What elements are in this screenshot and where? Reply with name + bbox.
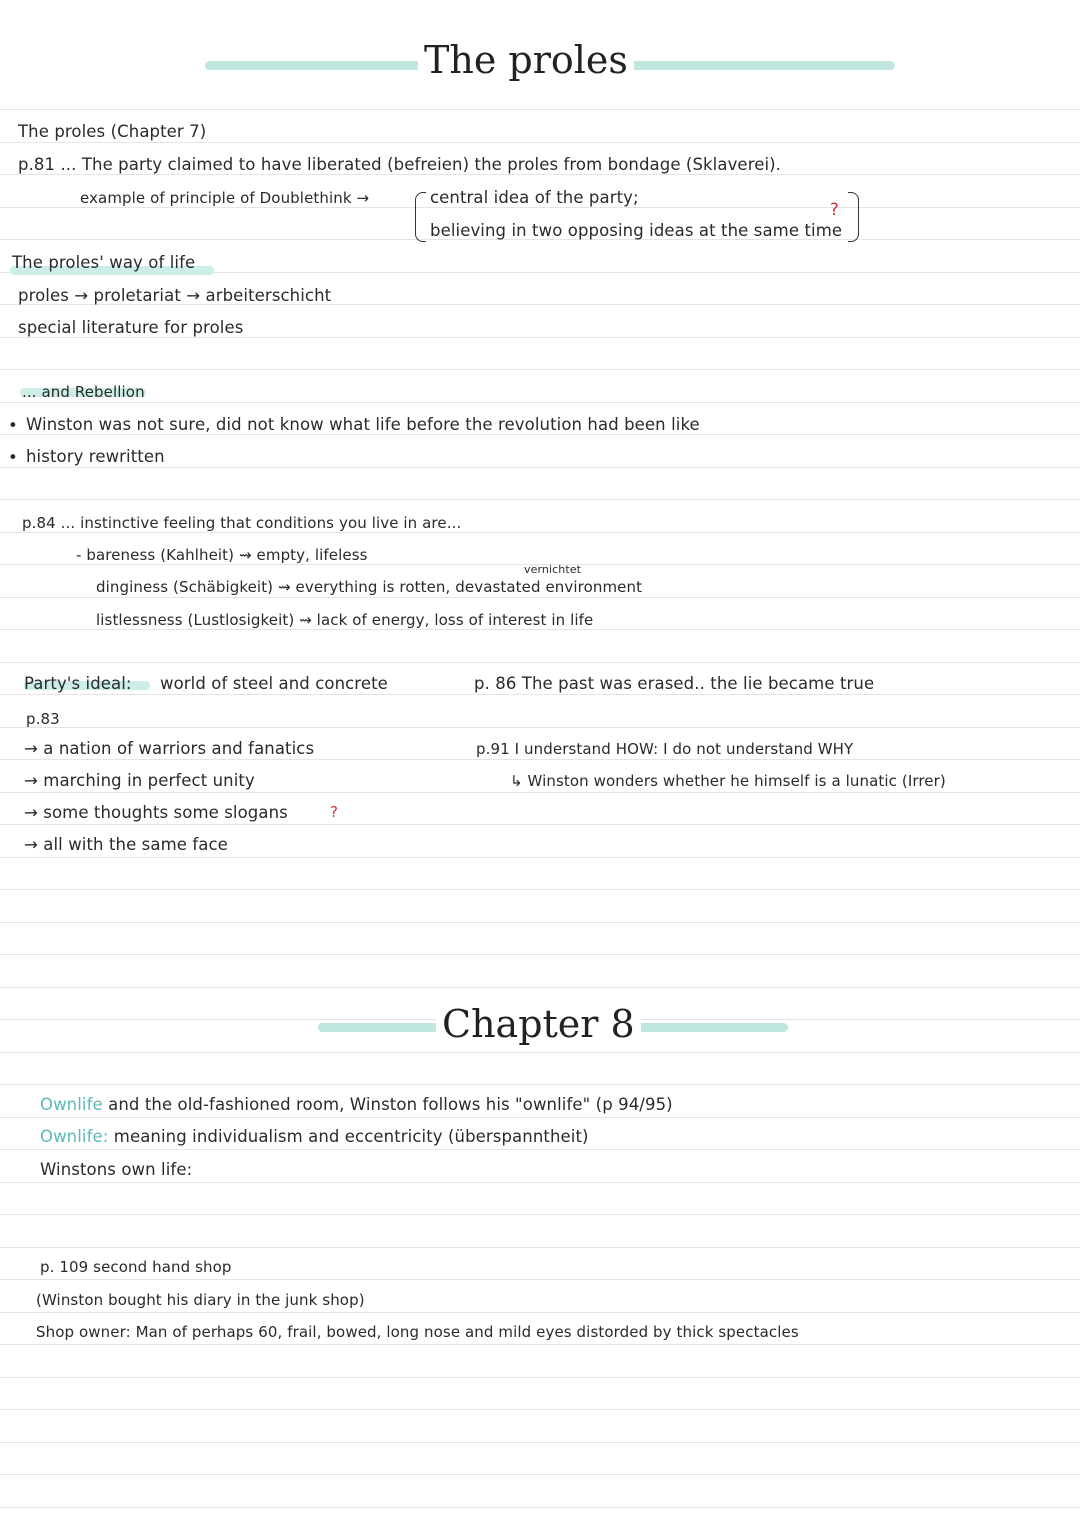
list-item: → all with the same face <box>24 835 228 854</box>
ownlife-term: Ownlife: <box>40 1127 109 1146</box>
list-item: → a nation of warriors and fanatics <box>24 739 315 758</box>
annotation-note: vernichtet <box>524 563 582 576</box>
ruled-line <box>0 954 1080 955</box>
text-line: proles → proletariat → arbeiterschicht <box>18 286 332 305</box>
ruled-line <box>0 1084 1080 1085</box>
section-heading-way-of-life: The proles' way of life <box>12 253 196 272</box>
ruled-line <box>0 1182 1080 1183</box>
list-item: → some thoughts some slogans <box>24 803 288 822</box>
text-line: - bareness (Kahlheit) ⇝ empty, lifeless <box>76 546 368 564</box>
ruled-line <box>0 597 1080 598</box>
text-line: p.84 ... instinctive feeling that conditions you live in are... <box>22 514 462 532</box>
section-heading-rebellion: ... and Rebellion <box>22 383 145 401</box>
ruled-line <box>0 792 1080 793</box>
close-bracket <box>848 192 859 242</box>
question-mark: ? <box>330 803 339 821</box>
ruled-line <box>0 1377 1080 1378</box>
text-line: believing in two opposing ideas at the same time <box>430 221 843 240</box>
ruled-line <box>0 1312 1080 1313</box>
ruled-line <box>0 1149 1080 1150</box>
text-line: ↳ Winston wonders whether he himself is a lunatic (Irrer) <box>510 772 946 790</box>
ruled-line <box>0 857 1080 858</box>
text-line: listlessness (Lustlosigkeit) ⇝ lack of energy, loss of interest in life <box>96 611 594 629</box>
question-mark: ? <box>830 200 839 219</box>
ruled-line <box>0 142 1080 143</box>
ruled-line <box>0 467 1080 468</box>
ruled-line <box>0 1344 1080 1345</box>
text-line: example of principle of Doublethink → <box>80 189 370 207</box>
ruled-line <box>0 824 1080 825</box>
text-line: p. 86 The past was erased.. the lie became true <box>474 674 875 693</box>
ruled-line <box>0 759 1080 760</box>
ruled-line <box>0 1247 1080 1248</box>
text-line: special literature for proles <box>18 318 244 337</box>
bullet-dot: • <box>8 448 18 467</box>
text-segment: meaning individualism and eccentricity (überspanntheit) <box>113 1127 589 1146</box>
page-reference: p.83 <box>26 710 60 728</box>
ruled-line <box>0 694 1080 695</box>
ruled-line <box>0 1474 1080 1475</box>
ruled-line <box>0 109 1080 110</box>
text-line: Winstons own life: <box>40 1160 193 1179</box>
ruled-line <box>0 1279 1080 1280</box>
ruled-line <box>0 1507 1080 1508</box>
ruled-line <box>0 987 1080 988</box>
ruled-line <box>0 369 1080 370</box>
text-line-ownlife-meaning <box>40 1127 589 1147</box>
ownlife-term: Ownlife <box>40 1095 103 1114</box>
list-item: Winston was not sure, did not know what life before the revolution had been like <box>26 415 700 434</box>
open-bracket <box>415 192 426 242</box>
ruled-line <box>0 922 1080 923</box>
bullet-dot: • <box>8 416 18 435</box>
ruled-line <box>0 1052 1080 1053</box>
section-heading-chapter7: The proles (Chapter 7) <box>18 122 207 141</box>
text-line: p.81 ... The party claimed to have liberated (befreien) the proles from bondage (Sklaverei). <box>18 155 782 174</box>
ruled-line <box>0 889 1080 890</box>
text-line: (Winston bought his diary in the junk shop) <box>36 1291 365 1309</box>
section-heading-partys-ideal: Party's ideal: <box>24 674 132 693</box>
page-title: The proles <box>418 38 634 82</box>
text-line: p. 109 second hand shop <box>40 1258 232 1276</box>
text-segment: and the old-fashioned room, Winston follows his "ownlife" (p 94/95) <box>108 1095 673 1114</box>
ruled-line <box>0 402 1080 403</box>
ruled-line <box>0 662 1080 663</box>
text-line: Shop owner: Man of perhaps 60, frail, bowed, long nose and mild eyes distorded by thick spectacles <box>36 1323 799 1341</box>
text-line: dinginess (Schäbigkeit) ⇝ everything is rotten, devastated environment <box>96 578 643 596</box>
text-line: p.91 I understand HOW: I do not understand WHY <box>476 740 854 758</box>
list-item: → marching in perfect unity <box>24 771 255 790</box>
ruled-line <box>0 1442 1080 1443</box>
ruled-line <box>0 1409 1080 1410</box>
chapter8-title: Chapter 8 <box>436 1002 641 1046</box>
ruled-line <box>0 499 1080 500</box>
ruled-line <box>0 1117 1080 1118</box>
ruled-line <box>0 727 1080 728</box>
text-line: central idea of the party; <box>430 188 639 207</box>
text-line: world of steel and concrete <box>160 674 388 693</box>
ruled-line <box>0 1214 1080 1215</box>
text-line-ownlife <box>40 1095 673 1115</box>
list-item: history rewritten <box>26 447 165 466</box>
